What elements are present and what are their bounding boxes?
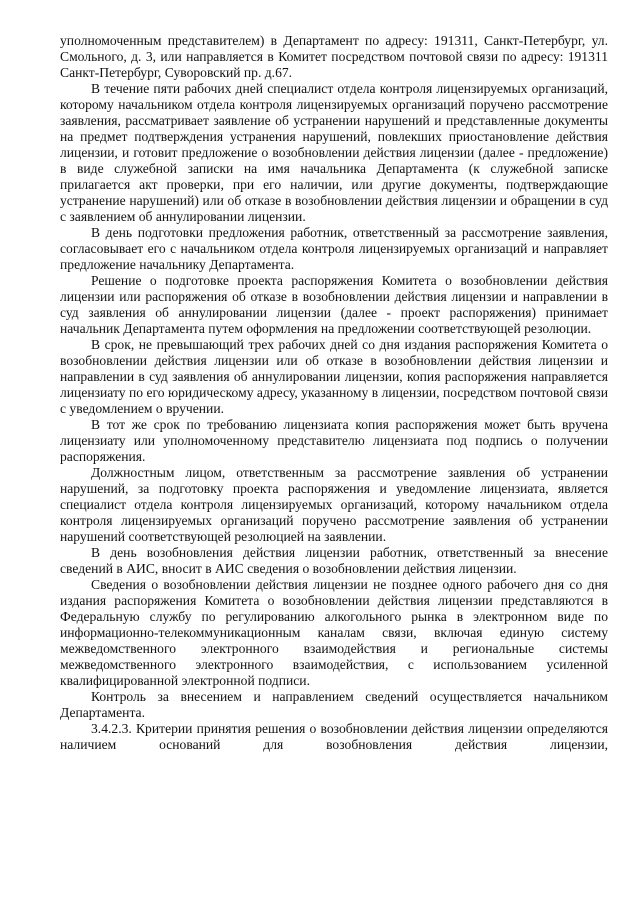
paragraph-proposal-approval: В день подготовки предложения работник, ответственный за рассмотрение заявления, согласовывает его с начальником отдела контроля лицензируемых организаций и направляет предложение начальнику Департамента. — [60, 225, 608, 272]
paragraph-copy-handover: В тот же срок по требованию лицензиата копия распоряжения может быть вручена лицензиату или уполномоченному представителю лицензиата под подпись о получении распоряжения. — [60, 417, 608, 464]
paragraph-federal-reporting: Сведения о возобновлении действия лицензии не позднее одного рабочего дня со дня издания распоряжения Комитета о возобновлении действия лицензии представляются в Федеральную службу по регулированию алкогольного рынка в электронном виде по информационно-телекоммуникационным каналам связи, включая единую систему межведомственного электронного взаимодействия и региональные системы межведомственного электронного взаимодействия, с использованием усиленной квалифицированной электронной подписи. — [60, 577, 608, 688]
paragraph-responsible-person: Должностным лицом, ответственным за рассмотрение заявления об устранении нарушений, за подготовку проекта распоряжения и уведомление лицензиата, является специалист отдела контроля лицензируемых организаций, которому начальником отдела контроля лицензируемых организаций поручено рассмотрение заявления об устранении нарушений соответствующей резолюцией на заявлении. — [60, 465, 608, 544]
paragraph-criteria: 3.4.2.3. Критерии принятия решения о возобновлении действия лицензии определяются наличием оснований для возобновления действия лицензии, — [60, 721, 608, 752]
paragraph-draft-decision: Решение о подготовке проекта распоряжения Комитета о возобновлении действия лицензии или распоряжения об отказе в возобновлении действия лицензии и направлении в суд заявления об аннулировании лицензии (далее - проект распоряжения) принимает начальник Департамента путем оформления на предложении соответствующей резолюции. — [60, 273, 608, 336]
paragraph-address: уполномоченным представителем) в Департамент по адресу: 191311, Санкт-Петербург, ул. Смольного, д. 3, или направляется в Комитет посредством почтовой связи по адресу: 191311 Санкт-Петербург, Суворовский пр. д.67. — [60, 33, 608, 80]
paragraph-ais-entry: В день возобновления действия лицензии работник, ответственный за внесение сведений в АИС, вносит в АИС сведения о возобновлении действия лицензии. — [60, 545, 608, 576]
paragraph-review-period: В течение пяти рабочих дней специалист отдела контроля лицензируемых организаций, которому начальником отдела контроля лицензируемых организаций поручено рассмотрение заявления, рассматривает заявление об устранении нарушений и представленные документы на предмет подтверждения устранения нарушений, повлекших приостановление действия лицензии, и готовит предложение о возобновлении действия лицензии (далее - предложение) в виде служебной записки на имя начальника Департамента (к служебной записке прилагается акт проверки, при его наличии, или другие документы, подтверждающие устранение нарушений) или об отказе в возобновлении действия лицензии и обращении в суд с заявлением об аннулировании лицензии. — [60, 81, 608, 224]
document-page — [60, 33, 608, 753]
paragraph-copy-delivery: В срок, не превышающий трех рабочих дней со дня издания распоряжения Комитета о возобновлении действия лицензии или об отказе в возобновлении действия лицензии и направлении в суд заявления об аннулировании лицензии, копия распоряжения направляется лицензиату по его юридическому адресу, указанному в лицензии, посредством почтовой связи с уведомлением о вручении. — [60, 337, 608, 416]
paragraph-control: Контроль за внесением и направлением сведений осуществляется начальником Департамента. — [60, 689, 608, 720]
